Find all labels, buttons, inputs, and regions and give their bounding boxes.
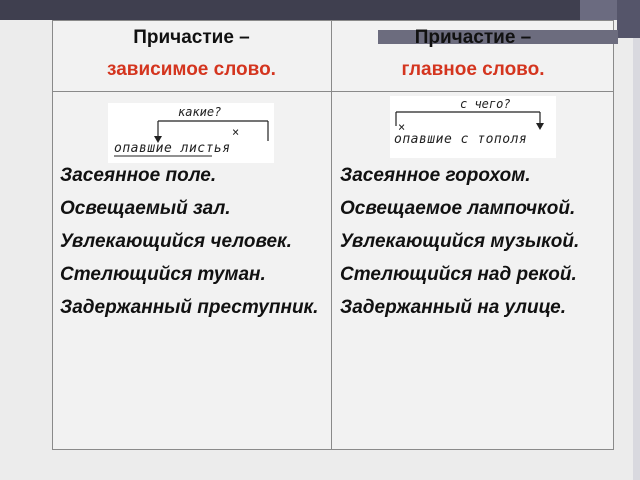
right-decor-stripe bbox=[633, 38, 640, 480]
header-cell-left bbox=[52, 22, 331, 90]
list-item: Задержанный преступник. bbox=[60, 297, 319, 318]
scheme-dependent-mark: × bbox=[232, 125, 240, 139]
list-item: Задержанный на улице. bbox=[340, 297, 567, 318]
list-dependent-examples bbox=[60, 164, 328, 329]
scheme-main bbox=[390, 96, 556, 158]
scheme-dependent-question: какие? bbox=[178, 105, 222, 119]
list-item: Стелющийся над рекой. bbox=[340, 264, 577, 285]
scheme-dependent bbox=[108, 103, 274, 163]
list-item: Засеянное горохом. bbox=[340, 165, 531, 186]
header-left-title: Причастие – bbox=[133, 27, 250, 48]
list-item: Увлекающийся человек. bbox=[60, 231, 292, 252]
scheme-main-question: с чего? bbox=[460, 97, 511, 111]
header-cell-right bbox=[332, 22, 614, 90]
top-decor-band bbox=[0, 0, 640, 20]
header-right-title: Причастие – bbox=[414, 27, 532, 48]
scheme-main-phrase: опавшие с тополя bbox=[394, 132, 528, 147]
list-item: Освещаемый зал. bbox=[60, 198, 231, 219]
header-right-subtitle: главное слово. bbox=[401, 59, 545, 80]
list-item: Засеянное поле. bbox=[60, 165, 217, 186]
header-divider bbox=[52, 91, 614, 92]
list-item: Освещаемое лампочкой. bbox=[340, 198, 576, 219]
corner-decor-block bbox=[617, 0, 640, 38]
scheme-main-mark: × bbox=[398, 120, 406, 134]
scheme-dependent-phrase: опавшие листья bbox=[114, 141, 231, 156]
list-item: Стелющийся туман. bbox=[60, 264, 266, 285]
header-left-subtitle: зависимое слово. bbox=[107, 59, 276, 80]
list-item: Увлекающийся музыкой. bbox=[340, 231, 580, 252]
list-main-examples bbox=[340, 164, 612, 329]
